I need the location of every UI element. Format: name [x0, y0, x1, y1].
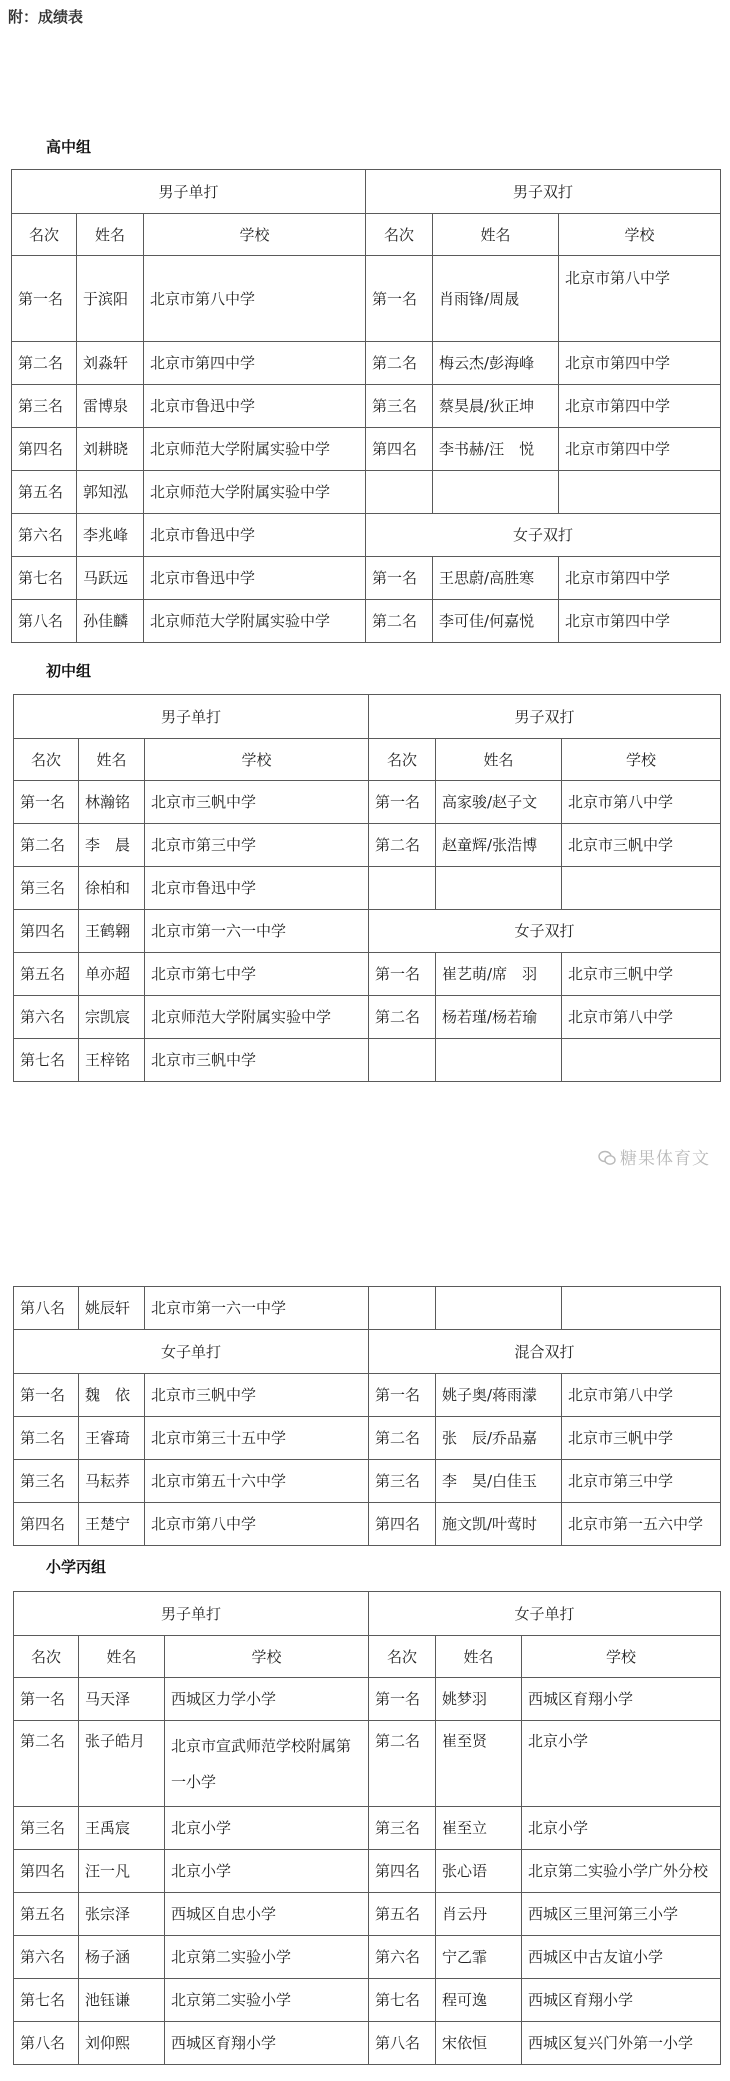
school-cell: 北京市第三中学 — [562, 1460, 721, 1503]
col-rank: 名次 — [14, 1636, 79, 1678]
school-cell: 北京市第八中学 — [559, 256, 721, 342]
name-cell: 王梓铭 — [79, 1039, 145, 1082]
table-section-row — [12, 170, 721, 214]
school-cell: 北京市第七中学 — [145, 953, 369, 996]
school-cell: 北京小学 — [522, 1721, 721, 1807]
table-row — [14, 1417, 721, 1460]
name-cell: 姚辰轩 — [79, 1287, 145, 1330]
name-cell: 王睿琦 — [79, 1417, 145, 1460]
table-row — [14, 2022, 721, 2065]
rank-cell: 第六名 — [369, 1936, 436, 1979]
group-title-primary: 小学丙组 — [46, 1558, 107, 1576]
rank-cell: 第一名 — [14, 781, 79, 824]
name-cell: 蔡昊晨/狄正坤 — [433, 385, 559, 428]
rank-cell: 第四名 — [14, 910, 79, 953]
name-cell: 李兆峰 — [77, 514, 144, 557]
section-mens-doubles: 男子双打 — [369, 695, 721, 739]
page-header: 附：成绩表 — [8, 8, 84, 26]
name-cell: 施文凯/叶莺时 — [436, 1503, 562, 1546]
table-row — [14, 1979, 721, 2022]
empty-cell — [562, 1039, 721, 1082]
name-cell: 雷博泉 — [77, 385, 144, 428]
name-cell: 张宗泽 — [79, 1893, 165, 1936]
watermark — [598, 1144, 710, 1169]
empty-cell — [369, 867, 436, 910]
wechat-icon — [598, 1150, 616, 1166]
rank-cell: 第三名 — [12, 385, 77, 428]
school-cell: 西城区育翔小学 — [522, 1678, 721, 1721]
name-cell: 姚梦羽 — [436, 1678, 522, 1721]
table-row — [14, 1374, 721, 1417]
name-cell: 王思蔚/高胜寒 — [433, 557, 559, 600]
section-mens-singles: 男子单打 — [14, 695, 369, 739]
section-mens-doubles: 男子双打 — [366, 170, 721, 214]
rank-cell: 第一名 — [369, 1374, 436, 1417]
rank-cell: 第二名 — [369, 1721, 436, 1807]
col-name: 姓名 — [436, 1636, 522, 1678]
name-cell: 于滨阳 — [77, 256, 144, 342]
table-row — [14, 781, 721, 824]
rank-cell: 第七名 — [14, 1039, 79, 1082]
table-row — [14, 910, 721, 953]
name-cell: 王楚宁 — [79, 1503, 145, 1546]
table-header-row — [14, 1636, 721, 1678]
school-cell: 北京市三帆中学 — [562, 824, 721, 867]
empty-cell — [562, 867, 721, 910]
school-cell: 北京市第八中学 — [145, 1503, 369, 1546]
name-cell: 程可逸 — [436, 1979, 522, 2022]
table-section-row — [14, 1330, 721, 1374]
name-cell: 李 晨 — [79, 824, 145, 867]
col-rank: 名次 — [14, 739, 79, 781]
name-cell: 徐柏和 — [79, 867, 145, 910]
school-cell: 北京师范大学附属实验中学 — [144, 471, 366, 514]
rank-cell: 第四名 — [14, 1850, 79, 1893]
col-school: 学校 — [165, 1636, 369, 1678]
school-cell: 北京市第三十五中学 — [145, 1417, 369, 1460]
rank-cell: 第八名 — [12, 600, 77, 643]
rank-cell: 第三名 — [369, 1460, 436, 1503]
table-row — [12, 256, 721, 342]
name-cell: 宋依恒 — [436, 2022, 522, 2065]
school-cell: 西城区中古友谊小学 — [522, 1936, 721, 1979]
empty-cell — [436, 1287, 562, 1330]
name-cell: 马跃远 — [77, 557, 144, 600]
rank-cell: 第一名 — [369, 1678, 436, 1721]
col-rank: 名次 — [369, 739, 436, 781]
table-high-school — [11, 169, 721, 643]
rank-cell: 第一名 — [369, 953, 436, 996]
name-cell: 刘仰熙 — [79, 2022, 165, 2065]
rank-cell: 第六名 — [12, 514, 77, 557]
empty-cell — [559, 471, 721, 514]
table-row — [14, 1936, 721, 1979]
col-name: 姓名 — [79, 1636, 165, 1678]
rank-cell: 第五名 — [12, 471, 77, 514]
name-cell: 崔至贤 — [436, 1721, 522, 1807]
school-cell: 北京师范大学附属实验中学 — [144, 428, 366, 471]
watermark-text: 糖果体育文 — [620, 1149, 710, 1169]
table-row — [14, 1807, 721, 1850]
school-cell: 北京市第四中学 — [559, 385, 721, 428]
rank-cell: 第四名 — [14, 1503, 79, 1546]
name-cell: 张心语 — [436, 1850, 522, 1893]
section-mens-singles: 男子单打 — [12, 170, 366, 214]
rank-cell: 第三名 — [366, 385, 433, 428]
rank-cell: 第一名 — [14, 1374, 79, 1417]
name-cell: 宗凯宸 — [79, 996, 145, 1039]
rank-cell: 第二名 — [369, 1417, 436, 1460]
name-cell: 王鹤翱 — [79, 910, 145, 953]
table-header-row — [12, 214, 721, 256]
school-cell: 北京第二实验小学 — [165, 1936, 369, 1979]
col-rank: 名次 — [12, 214, 77, 256]
school-cell: 北京市三帆中学 — [145, 1374, 369, 1417]
school-cell: 北京市三帆中学 — [145, 1039, 369, 1082]
rank-cell: 第一名 — [12, 256, 77, 342]
col-name: 姓名 — [77, 214, 144, 256]
col-school: 学校 — [562, 739, 721, 781]
rank-cell: 第一名 — [366, 256, 433, 342]
rank-cell: 第二名 — [369, 996, 436, 1039]
rank-cell: 第三名 — [369, 1807, 436, 1850]
name-cell: 李书赫/汪 悦 — [433, 428, 559, 471]
name-cell: 杨若瑾/杨若瑜 — [436, 996, 562, 1039]
rank-cell: 第四名 — [369, 1503, 436, 1546]
col-name: 姓名 — [433, 214, 559, 256]
table-row — [14, 1721, 721, 1807]
table-row — [14, 1039, 721, 1082]
section-womens-singles: 女子单打 — [369, 1592, 721, 1636]
table-row — [14, 824, 721, 867]
table-row — [14, 953, 721, 996]
rank-cell: 第二名 — [366, 600, 433, 643]
name-cell: 张子皓月 — [79, 1721, 165, 1807]
rank-cell: 第二名 — [14, 1417, 79, 1460]
name-cell: 刘淼轩 — [77, 342, 144, 385]
school-cell: 北京市鲁迅中学 — [144, 514, 366, 557]
table-row — [14, 1287, 721, 1330]
school-cell: 北京小学 — [165, 1850, 369, 1893]
name-cell: 孙佳麟 — [77, 600, 144, 643]
school-cell: 北京市第八中学 — [144, 256, 366, 342]
name-cell: 马天泽 — [79, 1678, 165, 1721]
name-cell: 高家骏/赵子文 — [436, 781, 562, 824]
school-cell: 北京市三帆中学 — [562, 953, 721, 996]
school-cell: 北京市第一五六中学 — [562, 1503, 721, 1546]
table-header-row — [14, 739, 721, 781]
table-row — [12, 385, 721, 428]
name-cell: 宁乙霏 — [436, 1936, 522, 1979]
col-name: 姓名 — [436, 739, 562, 781]
school-cell: 北京市第八中学 — [562, 996, 721, 1039]
table-middle-school — [13, 694, 721, 1082]
school-cell: 北京小学 — [165, 1807, 369, 1850]
name-cell: 崔至立 — [436, 1807, 522, 1850]
school-cell: 北京市鲁迅中学 — [144, 557, 366, 600]
school-cell: 北京市三帆中学 — [562, 1417, 721, 1460]
school-cell: 北京市宣武师范学校附属第一小学 — [165, 1721, 369, 1807]
school-cell: 北京市第五十六中学 — [145, 1460, 369, 1503]
name-cell: 刘耕晓 — [77, 428, 144, 471]
rank-cell: 第六名 — [14, 996, 79, 1039]
empty-cell — [433, 471, 559, 514]
rank-cell: 第五名 — [14, 1893, 79, 1936]
rank-cell: 第二名 — [369, 824, 436, 867]
school-cell: 北京市第四中学 — [559, 342, 721, 385]
table-row — [12, 557, 721, 600]
rank-cell: 第三名 — [14, 1807, 79, 1850]
rank-cell: 第五名 — [369, 1893, 436, 1936]
name-cell: 张 辰/乔品嘉 — [436, 1417, 562, 1460]
table-row — [14, 996, 721, 1039]
rank-cell: 第四名 — [366, 428, 433, 471]
school-cell: 北京市鲁迅中学 — [145, 867, 369, 910]
table-primary-school — [13, 1591, 721, 2065]
table-row — [14, 1850, 721, 1893]
rank-cell: 第八名 — [369, 2022, 436, 2065]
name-cell: 林瀚铭 — [79, 781, 145, 824]
school-cell: 北京市第四中学 — [559, 428, 721, 471]
name-cell: 池钰谦 — [79, 1979, 165, 2022]
table-row — [12, 471, 721, 514]
school-cell: 北京市三帆中学 — [145, 781, 369, 824]
rank-cell: 第二名 — [14, 824, 79, 867]
name-cell: 郭知泓 — [77, 471, 144, 514]
col-name: 姓名 — [79, 739, 145, 781]
table-middle-school-continued — [13, 1286, 721, 1546]
table-row — [12, 428, 721, 471]
school-cell: 西城区自忠小学 — [165, 1893, 369, 1936]
empty-cell — [436, 867, 562, 910]
name-cell: 姚子奥/蒋雨濛 — [436, 1374, 562, 1417]
school-cell: 北京市第一六一中学 — [145, 910, 369, 953]
rank-cell: 第五名 — [14, 953, 79, 996]
table-row — [14, 1893, 721, 1936]
col-school: 学校 — [144, 214, 366, 256]
col-rank: 名次 — [366, 214, 433, 256]
name-cell: 李可佳/何嘉悦 — [433, 600, 559, 643]
rank-cell: 第二名 — [12, 342, 77, 385]
rank-cell: 第四名 — [369, 1850, 436, 1893]
rank-cell: 第二名 — [366, 342, 433, 385]
table-row — [12, 514, 721, 557]
rank-cell: 第七名 — [12, 557, 77, 600]
name-cell: 崔艺萌/席 羽 — [436, 953, 562, 996]
empty-cell — [562, 1287, 721, 1330]
school-cell: 北京市第三中学 — [145, 824, 369, 867]
rank-cell: 第一名 — [14, 1678, 79, 1721]
name-cell: 肖云丹 — [436, 1893, 522, 1936]
rank-cell: 第六名 — [14, 1936, 79, 1979]
school-cell: 北京小学 — [522, 1807, 721, 1850]
school-cell: 北京第二实验小学 — [165, 1979, 369, 2022]
empty-cell — [366, 471, 433, 514]
group-title-high: 高中组 — [46, 138, 92, 156]
school-cell: 北京师范大学附属实验中学 — [144, 600, 366, 643]
section-womens-doubles: 女子双打 — [369, 910, 721, 953]
section-mixed-doubles: 混合双打 — [369, 1330, 721, 1374]
school-cell: 北京市第八中学 — [562, 781, 721, 824]
school-cell: 西城区力学小学 — [165, 1678, 369, 1721]
school-cell: 北京市鲁迅中学 — [144, 385, 366, 428]
rank-cell: 第一名 — [366, 557, 433, 600]
section-womens-singles: 女子单打 — [14, 1330, 369, 1374]
school-cell: 北京第二实验小学广外分校 — [522, 1850, 721, 1893]
school-cell: 西城区复兴门外第一小学 — [522, 2022, 721, 2065]
table-section-row — [14, 1592, 721, 1636]
rank-cell: 第七名 — [14, 1979, 79, 2022]
school-cell: 北京市第四中学 — [144, 342, 366, 385]
table-row — [12, 600, 721, 643]
rank-cell: 第八名 — [14, 1287, 79, 1330]
name-cell: 单亦超 — [79, 953, 145, 996]
rank-cell: 第八名 — [14, 2022, 79, 2065]
table-row — [14, 1678, 721, 1721]
rank-cell: 第三名 — [14, 1460, 79, 1503]
school-cell: 北京市第四中学 — [559, 557, 721, 600]
name-cell: 肖雨锋/周晟 — [433, 256, 559, 342]
table-section-row — [14, 695, 721, 739]
name-cell: 梅云杰/彭海峰 — [433, 342, 559, 385]
col-school: 学校 — [145, 739, 369, 781]
section-mens-singles: 男子单打 — [14, 1592, 369, 1636]
school-cell: 西城区育翔小学 — [165, 2022, 369, 2065]
empty-cell — [369, 1287, 436, 1330]
rank-cell: 第三名 — [14, 867, 79, 910]
empty-cell — [436, 1039, 562, 1082]
group-title-middle: 初中组 — [46, 662, 92, 680]
col-rank: 名次 — [369, 1636, 436, 1678]
school-cell: 北京师范大学附属实验中学 — [145, 996, 369, 1039]
rank-cell: 第二名 — [14, 1721, 79, 1807]
table-row — [14, 1460, 721, 1503]
name-cell: 李 昊/白佳玉 — [436, 1460, 562, 1503]
name-cell: 魏 依 — [79, 1374, 145, 1417]
school-cell: 北京市第四中学 — [559, 600, 721, 643]
rank-cell: 第四名 — [12, 428, 77, 471]
table-row — [14, 867, 721, 910]
school-cell: 西城区三里河第三小学 — [522, 1893, 721, 1936]
school-cell: 北京市第八中学 — [562, 1374, 721, 1417]
name-cell: 王禹宸 — [79, 1807, 165, 1850]
empty-cell — [369, 1039, 436, 1082]
school-cell: 北京市第一六一中学 — [145, 1287, 369, 1330]
name-cell: 马耘荞 — [79, 1460, 145, 1503]
section-womens-doubles: 女子双打 — [366, 514, 721, 557]
name-cell: 赵童辉/张浩博 — [436, 824, 562, 867]
table-row — [12, 342, 721, 385]
table-row — [14, 1503, 721, 1546]
col-school: 学校 — [559, 214, 721, 256]
school-cell: 西城区育翔小学 — [522, 1979, 721, 2022]
name-cell: 杨子涵 — [79, 1936, 165, 1979]
rank-cell: 第一名 — [369, 781, 436, 824]
col-school: 学校 — [522, 1636, 721, 1678]
rank-cell: 第七名 — [369, 1979, 436, 2022]
name-cell: 汪一凡 — [79, 1850, 165, 1893]
